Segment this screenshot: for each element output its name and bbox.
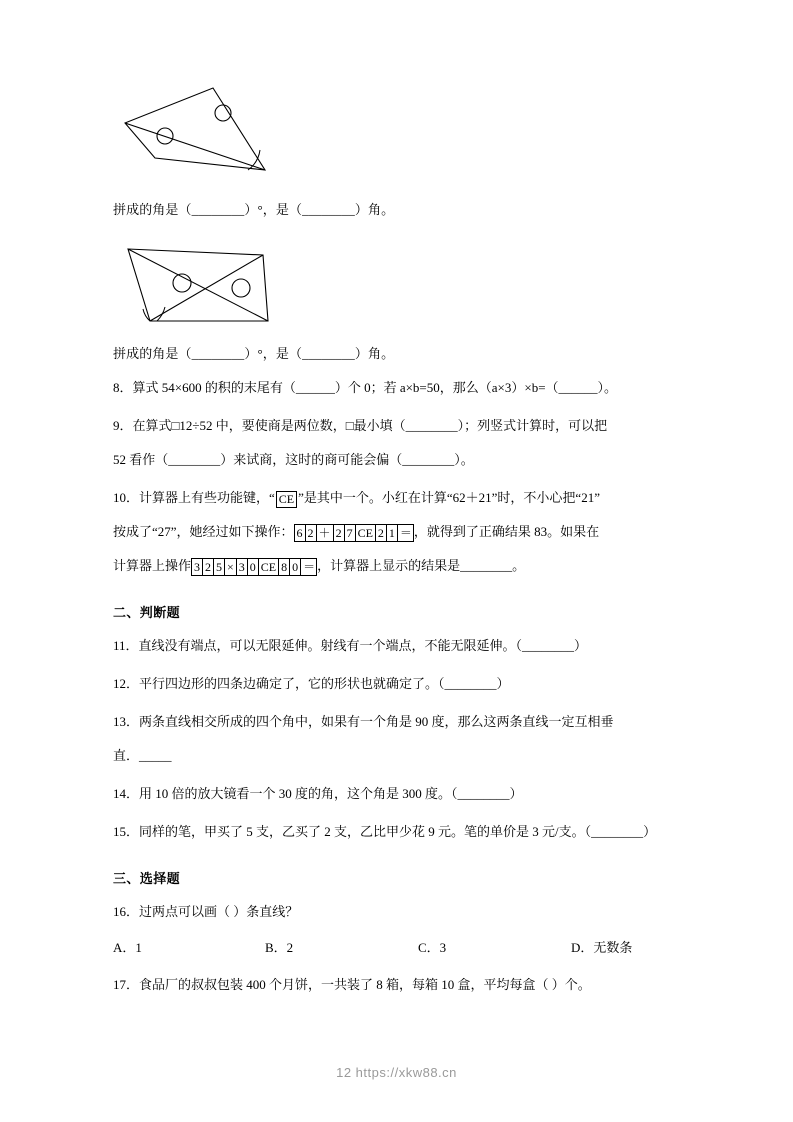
question-10-line3 <box>113 551 683 580</box>
figure-quadrilateral-2 <box>113 229 683 337</box>
key-2b: 2 <box>334 525 345 541</box>
question-10-line1-prefix: 10．计算器上有些功能键，“ <box>113 490 275 505</box>
choice-d[interactable]: D．无数条 <box>571 940 633 955</box>
key-plus: ＋ <box>317 525 334 541</box>
question-9-line1: 9．在算式□12÷52 中，要使商是两位数，□最小填（________）；列竖式计算时，可以把 <box>113 418 608 433</box>
page-footer: 12 https://xkw88.cn <box>336 1065 457 1080</box>
key2-0: 0 <box>248 559 259 575</box>
section-title-3: 三、选择题 <box>113 871 181 886</box>
key2-3b: 3 <box>237 559 248 575</box>
question-10-line3-prefix: 计算器上操作 <box>113 558 192 573</box>
key-2c: 2 <box>376 525 387 541</box>
key2-5: 5 <box>214 559 225 575</box>
question-13-line1: 13．两条直线相交所成的四个角中，如果有一个角是 90 度，那么这两条直线一定互相垂 <box>113 714 614 729</box>
question-10-line2-suffix: ，就得到了正确结果 83。如果在 <box>413 524 600 539</box>
key2-equals: ＝ <box>303 560 316 575</box>
question-10-line1-suffix: ”是其中一个。小红在计算“62＋21”时，不小心把“21” <box>298 490 600 505</box>
question-10-line2 <box>113 517 683 546</box>
question-8: 8．算式 54×600 的积的末尾有（______）个 0；若 a×b=50，那么（a×3）×b=（______）。 <box>113 380 618 395</box>
choice-b[interactable]: B．2 <box>265 940 294 955</box>
choice-a[interactable]: A．1 <box>113 940 142 955</box>
key-equals: ＝ <box>399 526 412 541</box>
question-12: 12．平行四边形的四条边确定了，它的形状也就确定了。（________） <box>113 676 510 691</box>
question-13-line2: 直．_____ <box>113 748 172 763</box>
key-7: 7 <box>345 525 356 541</box>
key2-2: 2 <box>203 559 214 575</box>
key-ce: CE <box>356 525 376 541</box>
question-9-line2: 52 看作（________）来试商，这时的商可能会偏（________）。 <box>113 452 474 467</box>
question-15: 15．同样的笔，甲买了 5 支，乙买了 2 支，乙比甲少花 9 元。笔的单价是 3 元/支。（________） <box>113 824 657 839</box>
calculator-key-ce: CE <box>276 491 297 508</box>
choice-c[interactable]: C．3 <box>418 940 447 955</box>
key2-0b: 0 <box>290 559 301 575</box>
figure-quadrilateral-1 <box>113 78 683 193</box>
calculator-key-sequence-2 <box>191 558 317 576</box>
question-10-line3-suffix: ，计算器上显示的结果是________。 <box>317 558 526 573</box>
figure2-caption: 拼成的角是（________）°，是（________）角。 <box>113 346 395 361</box>
key-2: 2 <box>306 525 317 541</box>
question-16-choices <box>113 935 683 961</box>
question-11: 11．直线没有端点，可以无限延伸。射线有一个端点，不能无限延伸。（________） <box>113 638 588 653</box>
page-content <box>113 78 683 1008</box>
key2-times: × <box>225 559 237 575</box>
question-17: 17．食品厂的叔叔包装 400 个月饼，一共装了 8 箱，每箱 10 盒，平均每盒（ ）个。 <box>113 977 591 992</box>
question-10-line1 <box>113 483 683 512</box>
question-10-line2-prefix: 按成了“27”，她经过如下操作： <box>113 524 294 539</box>
question-16: 16．过两点可以画（ ）条直线？ <box>113 904 299 919</box>
key-6: 6 <box>295 525 306 541</box>
key2-8: 8 <box>279 559 290 575</box>
section-title-2: 二、判断题 <box>113 605 181 620</box>
figure1-caption: 拼成的角是（________）°，是（________）角。 <box>113 202 395 217</box>
calculator-key-sequence-1 <box>294 524 414 542</box>
key-1: 1 <box>387 525 398 541</box>
question-14: 14．用 10 倍的放大镜看一个 30 度的角，这个角是 300 度。（________） <box>113 786 523 801</box>
key2-ce: CE <box>259 559 279 575</box>
key2-3: 3 <box>192 559 203 575</box>
